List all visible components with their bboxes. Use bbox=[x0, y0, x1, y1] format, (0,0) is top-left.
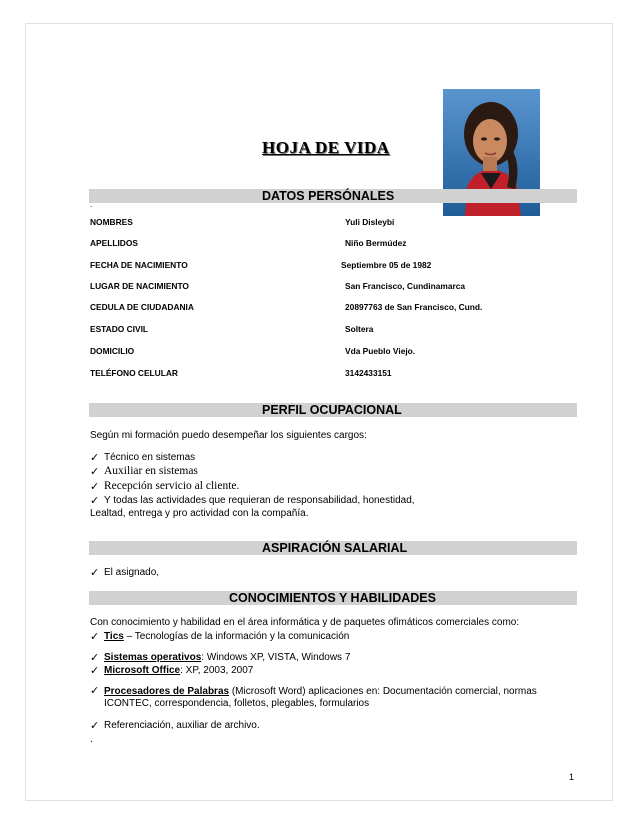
aspiracion-item: El asignado, bbox=[104, 567, 160, 578]
value-cedula: 20897763 de San Francisco, Cund. bbox=[345, 302, 483, 312]
label-nombres: NOMBRES bbox=[90, 217, 133, 227]
perfil-item-4: Y todas las actividades que requieran de responsabilidad, honestidad, bbox=[104, 495, 415, 506]
office-text: : XP, 2003, 2007 bbox=[180, 665, 254, 676]
check-icon: ✓ bbox=[90, 481, 100, 493]
proc-term: Procesadores de Palabras bbox=[104, 686, 230, 697]
section-title-conocimientos: CONOCIMIENTOS Y HABILIDADES bbox=[229, 591, 436, 605]
perfil-item-2: Auxiliar en sistemas bbox=[104, 465, 198, 477]
value-lugar-nacimiento: San Francisco, Cundinamarca bbox=[345, 281, 466, 291]
label-estado-civil: ESTADO CIVIL bbox=[90, 324, 149, 334]
check-icon: ✓ bbox=[90, 452, 100, 464]
so-text: : Windows XP, VISTA, Windows 7 bbox=[201, 652, 351, 663]
office-term: Microsoft Office bbox=[104, 665, 181, 676]
item-referenciacion: Referenciación, auxiliar de archivo. bbox=[104, 720, 260, 731]
proc-text: (Microsoft Word) aplicaciones en: Documentación comercial, normas bbox=[229, 686, 537, 697]
stray-dot: . bbox=[90, 200, 93, 209]
check-icon: ✓ bbox=[90, 567, 100, 579]
value-domicilio: Vda Pueblo Viejo. bbox=[345, 346, 416, 356]
perfil-intro: Según mi formación puedo desempeñar los siguientes cargos: bbox=[90, 430, 367, 441]
label-domicilio: DOMICILIO bbox=[90, 346, 135, 356]
so-term: Sistemas operativos bbox=[104, 652, 202, 663]
perfil-item-3: Recepción servicio al cliente. bbox=[104, 480, 240, 492]
item-microsoft-office bbox=[104, 665, 253, 676]
section-title-aspiracion: ASPIRACIÓN SALARIAL bbox=[262, 541, 408, 555]
item-tics bbox=[104, 631, 349, 642]
value-apellidos: Niño Bermúdez bbox=[345, 238, 407, 248]
check-icon: ✓ bbox=[90, 466, 100, 478]
label-fecha-nacimiento: FECHA DE NACIMIENTO bbox=[90, 260, 188, 270]
check-icon: ✓ bbox=[90, 652, 100, 664]
check-icon: ✓ bbox=[90, 720, 100, 732]
tics-term: Tics bbox=[104, 631, 124, 642]
tics-text: – Tecnologías de la información y la comunicación bbox=[123, 631, 350, 642]
value-fecha-nacimiento: Septiembre 05 de 1982 bbox=[341, 260, 432, 270]
check-icon: ✓ bbox=[90, 685, 100, 697]
check-icon: ✓ bbox=[90, 631, 100, 643]
page-number: 1 bbox=[569, 772, 575, 782]
section-title-datos: DATOS PERSÓNALES bbox=[262, 189, 395, 203]
label-cedula: CEDULA DE CIUDADANIA bbox=[90, 302, 194, 312]
value-telefono: 3142433151 bbox=[345, 368, 392, 378]
item-sistemas-operativos bbox=[104, 652, 350, 663]
value-nombres: Yuli Disleybi bbox=[345, 217, 395, 227]
check-icon: ✓ bbox=[90, 665, 100, 677]
value-estado-civil: Soltera bbox=[345, 324, 374, 334]
conocimientos-intro: Con conocimiento y habilidad en el área informática y de paquetes ofimáticos comerciales como: bbox=[90, 617, 520, 628]
item-procesadores bbox=[104, 685, 577, 699]
document-title: HOJA DE VIDA bbox=[262, 138, 390, 157]
item-procesadores-line2: ICONTEC, correspondencia, folletos, plegables, formularios bbox=[104, 698, 370, 709]
section-title-perfil: PERFIL OCUPACIONAL bbox=[262, 403, 402, 417]
label-lugar-nacimiento: LUGAR DE NACIMIENTO bbox=[90, 281, 189, 291]
perfil-item-1: Técnico en sistemas bbox=[104, 452, 196, 463]
label-apellidos: APELLIDOS bbox=[90, 238, 138, 248]
stray-dot: . bbox=[90, 734, 93, 745]
label-telefono: TELÉFONO CELULAR bbox=[90, 368, 178, 378]
check-icon: ✓ bbox=[90, 495, 100, 507]
perfil-continuation: Lealtad, entrega y pro actividad con la compañía. bbox=[90, 508, 309, 519]
